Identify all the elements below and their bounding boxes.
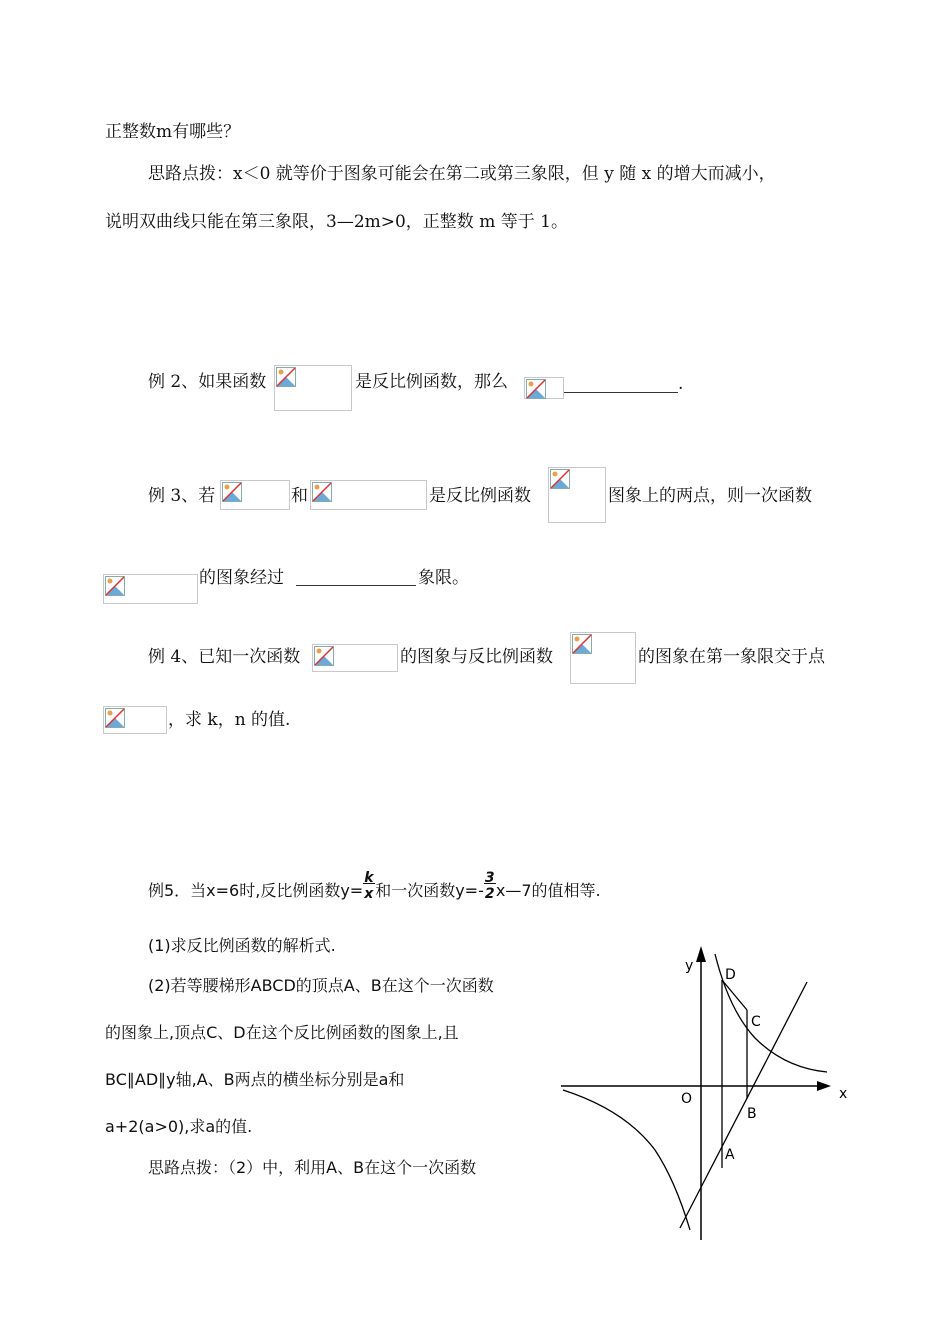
label-a: A: [725, 1147, 735, 1163]
hint-line-2: [105, 212, 568, 232]
ex4-text-b: 的图象与反比例函数: [400, 647, 553, 667]
ex2-text-c: .: [678, 374, 684, 394]
broken-image-icon: [310, 480, 427, 510]
broken-image-icon: [312, 644, 398, 672]
ex2-text-a: 例 2、如果函数: [148, 372, 267, 392]
broken-image-icon: [524, 377, 564, 399]
label-c: C: [751, 1014, 761, 1030]
broken-image-icon: [220, 480, 290, 510]
example-3: [148, 486, 215, 506]
x-axis-arrow: [817, 1081, 831, 1091]
ex3-line2: [199, 568, 284, 588]
broken-image-icon: [570, 632, 636, 684]
fraction-3-over-2: $\frac{3}{2}$: [484, 869, 495, 902]
ex2-end: [678, 374, 683, 394]
ex5-text-a: 例5．当x=6时,反比例函数y=: [148, 881, 364, 900]
broken-image-icon: [103, 574, 198, 604]
ex3-end-1: [608, 486, 812, 506]
ex5-q2-line1: (2)若等腰梯形ABCD的顶点A、B在这个一次函数: [148, 976, 494, 995]
text-hint-2: 说明双曲线只能在第三象限，3—2m>0，正整数 m 等于 1。: [105, 212, 568, 232]
example-2-cont: [355, 372, 508, 392]
ex2-text-b: 是反比例函数，那么: [355, 372, 508, 392]
example-5: [148, 869, 601, 902]
ex3-text-b: 和: [291, 486, 308, 506]
text-p1: 正整数m有哪些？: [105, 122, 241, 142]
graph-figure: [555, 940, 855, 1240]
fraction-k-over-x: $\frac{k}{x}$: [364, 869, 374, 902]
answer-blank: [296, 571, 416, 586]
hint-line-1: [148, 164, 776, 184]
label-d: D: [725, 967, 736, 983]
ex4-mid: [400, 647, 553, 667]
broken-image-icon: [548, 467, 606, 523]
ex4-text-a: 例 4、已知一次函数: [148, 647, 301, 667]
label-x: x: [839, 1086, 848, 1102]
ex4-end-1: [638, 647, 825, 667]
ex3-and: [291, 486, 308, 506]
linear-function-line: [680, 982, 807, 1228]
ex4-text-c: 的图象在第一象限交于点: [638, 647, 825, 667]
answer-blank: [564, 378, 678, 393]
broken-image-icon: [103, 706, 167, 734]
example-2: [148, 372, 266, 392]
ex5-q2-line2: 的图象上,顶点C、D在这个反比例函数的图象上,且: [105, 1023, 459, 1042]
ex3-text-d: 图象上的两点，则一次函数: [608, 486, 812, 506]
label-b: B: [747, 1106, 757, 1122]
ex5-q2-line4: a+2(a>0),求a的值.: [105, 1117, 253, 1136]
label-o: O: [681, 1091, 693, 1107]
ex3-text-f: 象限。: [418, 568, 469, 588]
example-4: [148, 647, 300, 667]
ex4-line2: [168, 710, 290, 730]
ex3-text-c: 是反比例函数: [429, 486, 531, 506]
ex3-mid: [429, 486, 531, 506]
segment-dc: [722, 980, 747, 1010]
paragraph-1: [105, 122, 240, 142]
ex5-q2-line3: BC∥AD∥y轴,A、B两点的横坐标分别是a和: [105, 1070, 405, 1089]
hyperbola-branch-3: [563, 1090, 693, 1230]
ex5-text-c: x—7的值相等.: [495, 881, 601, 900]
y-axis-arrow: [696, 946, 706, 962]
ex5-q1: (1)求反比例函数的解析式.: [148, 936, 336, 955]
label-y: y: [685, 958, 694, 974]
broken-image-icon: [274, 365, 352, 411]
ex3-text-e: 的图象经过: [199, 568, 284, 588]
ex3-text-a: 例 3、若: [148, 486, 216, 506]
ex5-text-b: 和一次函数y=-: [375, 881, 484, 900]
ex4-text-d: ，求 k，n 的值.: [168, 710, 291, 730]
ex3-line2-end: [418, 568, 469, 588]
ex5-hint: 思路点拨：（2）中，利用A、B在这个一次函数: [148, 1158, 477, 1177]
text-hint-1: 思路点拨：x＜0 就等价于图象可能会在第二或第三象限，但 y 随 x 的增大而减小，: [148, 164, 776, 184]
